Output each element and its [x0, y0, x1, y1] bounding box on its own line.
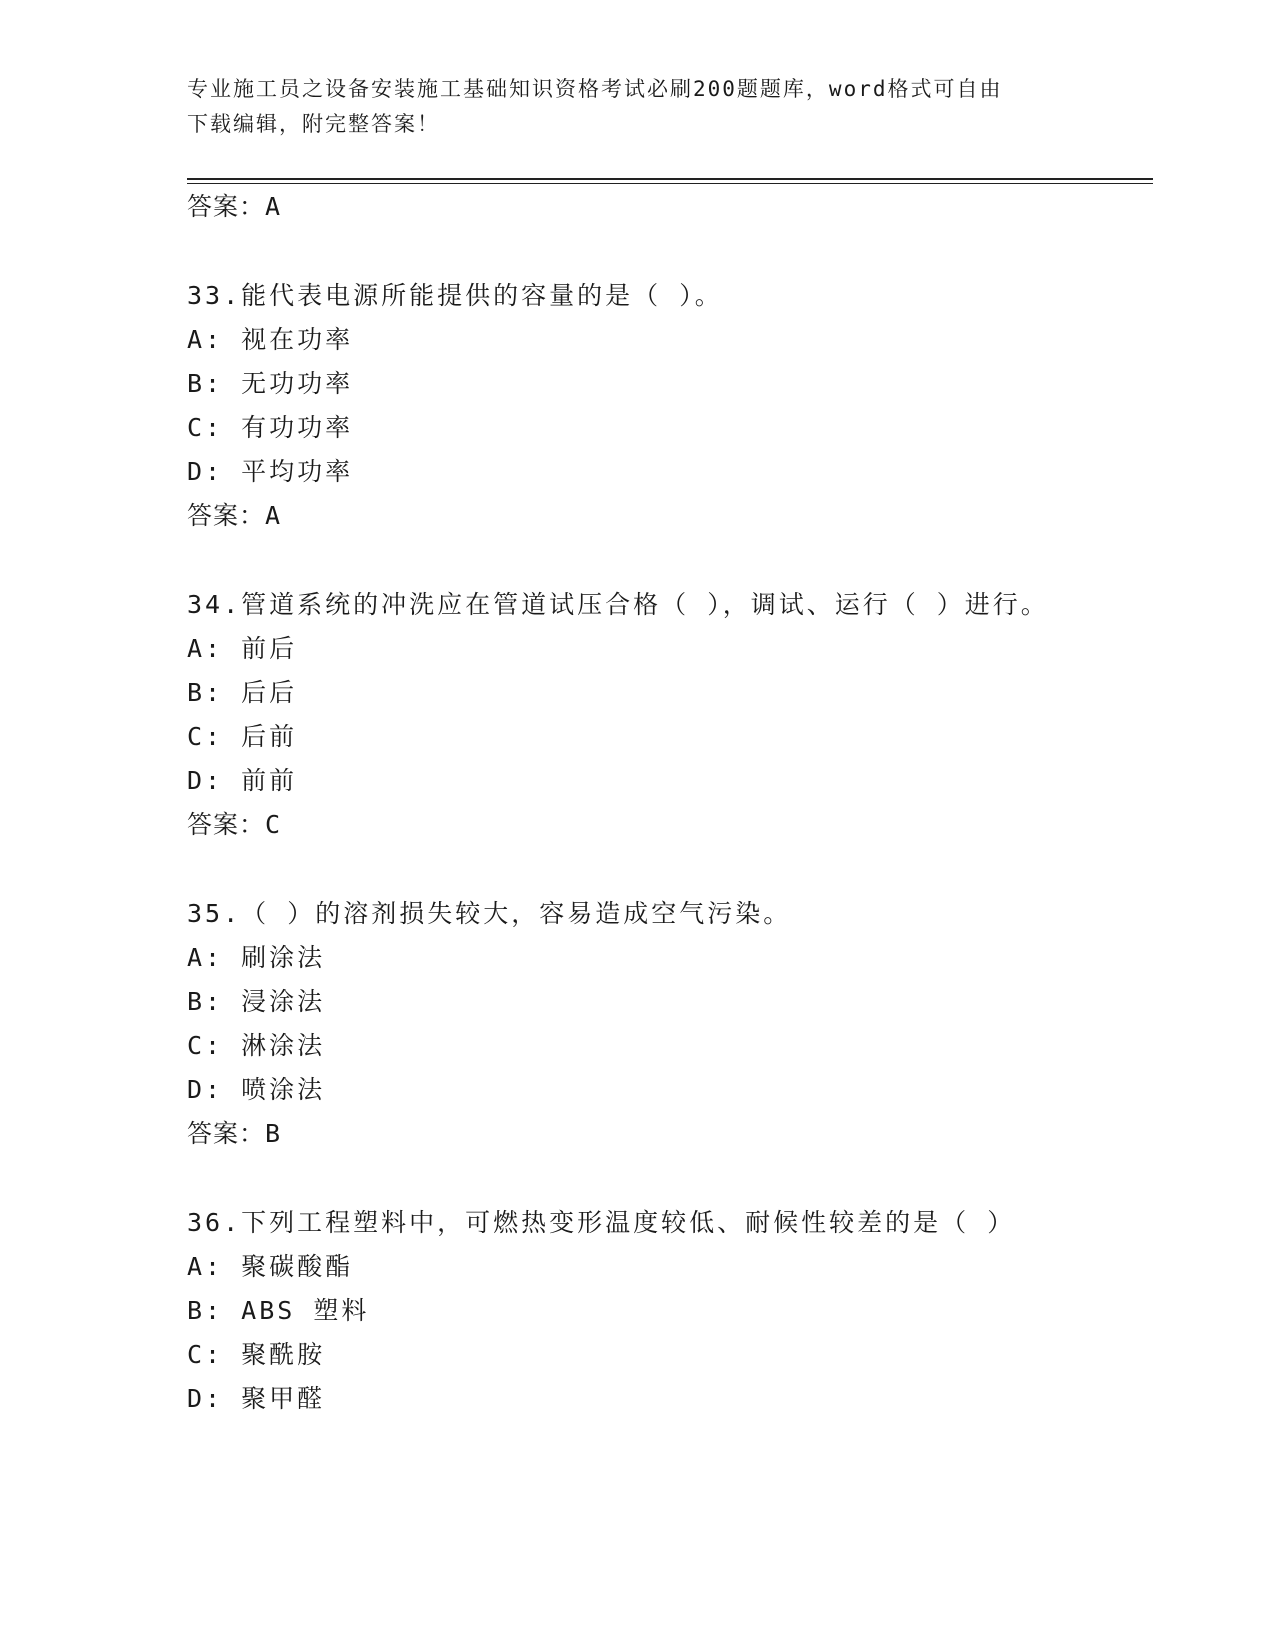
question-36-option-b: B: ABS 塑料	[187, 1296, 370, 1325]
answer-line-34	[187, 809, 281, 841]
answer-value: A	[265, 501, 282, 530]
answer-label: 答案：	[187, 810, 266, 839]
answer-label: 答案：	[187, 1119, 266, 1148]
question-33-option-c: C: 有功功率	[187, 413, 354, 442]
question-33-option-b: B: 无功功率	[187, 369, 354, 398]
answer-label: 答案：	[187, 501, 266, 530]
answer-line-33	[187, 500, 281, 532]
header-line-2: 下载编辑，附完整答案！	[187, 112, 440, 136]
question-35-stem: 35.（ ）的溶剂损失较大，容易造成空气污染。	[187, 899, 792, 928]
header-divider-thin	[187, 183, 1153, 184]
question-36-option-a: A: 聚碳酸酯	[187, 1252, 354, 1281]
answer-label: 答案：	[187, 192, 266, 221]
question-36-option-c: C: 聚酰胺	[187, 1340, 326, 1369]
question-35-option-c: C: 淋涂法	[187, 1031, 326, 1060]
question-34-stem: 34.管道系统的冲洗应在管道试压合格（ ），调试、运行（ ）进行。	[187, 590, 1049, 619]
question-35-option-d: D: 喷涂法	[187, 1075, 326, 1104]
header-line-1: 专业施工员之设备安装施工基础知识资格考试必刷200题题库，word格式可自由	[187, 77, 1003, 101]
answer-line-35	[187, 1118, 281, 1150]
question-34-option-c: C: 后前	[187, 722, 298, 751]
question-36-stem: 36.下列工程塑料中，可燃热变形温度较低、耐候性较差的是（ ）	[187, 1208, 1016, 1237]
question-34-option-d: D: 前前	[187, 766, 298, 795]
answer-value: B	[265, 1119, 282, 1148]
answer-line-32	[187, 191, 281, 223]
header-divider-thick	[187, 178, 1153, 180]
question-33-stem: 33.能代表电源所能提供的容量的是（ ）。	[187, 281, 723, 310]
question-33-option-a: A: 视在功率	[187, 325, 354, 354]
question-35-option-b: B: 浸涂法	[187, 987, 326, 1016]
question-34-option-b: B: 后后	[187, 678, 298, 707]
document-header	[187, 72, 1087, 142]
question-34-option-a: A: 前后	[187, 634, 298, 663]
question-36-option-d: D: 聚甲醛	[187, 1384, 326, 1413]
question-33-option-d: D: 平均功率	[187, 457, 354, 486]
answer-value: A	[265, 192, 282, 221]
question-35-option-a: A: 刷涂法	[187, 943, 326, 972]
answer-value: C	[265, 810, 282, 839]
